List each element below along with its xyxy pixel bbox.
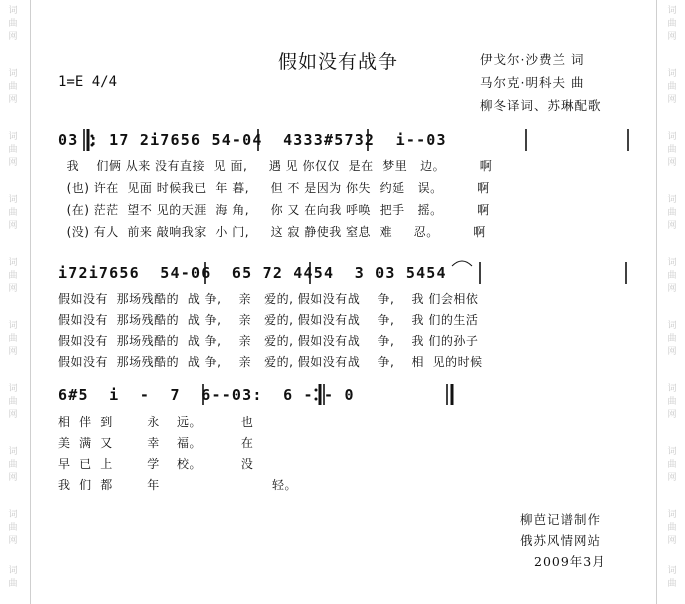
watermark-left-9: 词 曲 网: [8, 510, 18, 546]
staff-2-lyric-verse-2: 假如没有 那场残酷的 战 争, 亲 爱的, 假如没有战 争, 我 们的生活: [58, 313, 479, 327]
watermark-left-6: 词 曲 网: [8, 321, 18, 357]
staff-3-notes: 6#5 i - 7 6--03: 6 - - 0: [58, 386, 355, 404]
watermark-right-4: 词 曲 网: [667, 195, 677, 231]
watermark-left-4: 词 曲 网: [8, 195, 18, 231]
watermark-left-5: 词 曲 网: [8, 258, 18, 294]
watermark-right-2: 词 曲 网: [667, 69, 677, 105]
watermark-right-5: 词 曲 网: [667, 258, 677, 294]
watermark-right-10: 词 曲: [667, 566, 677, 589]
composer-credit: 马尔克·明科夫 曲: [480, 75, 585, 90]
staff-2-lyric-verse-4: 假如没有 那场残酷的 战 争, 亲 爱的, 假如没有战 争, 相 见的时候: [58, 355, 483, 369]
song-title: 假如没有战争: [278, 51, 399, 73]
watermark-right-9: 词 曲 网: [667, 510, 677, 546]
staff-1-lyric-verse-4: (没) 有人 前来 敲响我家 小 门, 这 寂 静使我 窒息 难 忍。 啊: [58, 225, 486, 239]
watermark-right-3: 词 曲 网: [667, 132, 677, 168]
watermark-right-1: 词 曲 网: [667, 6, 677, 42]
watermark-right-8: 词 曲 网: [667, 447, 677, 483]
staff-2-notes: i72i7656 54-06 65 72 4454 3 03 5454: [58, 264, 447, 282]
staff-2-lyric-verse-1: 假如没有 那场残酷的 战 争, 亲 爱的, 假如没有战 争, 我 们会相依: [58, 292, 479, 306]
staff-1-lyric-verse-3: (在) 茫茫 望不 见的天涯 海 角, 你 又 在向我 呼唤 把手 摇。 啊: [58, 203, 490, 217]
staff-3-lyric-verse-2: 美 满 又 幸 福。 在: [58, 436, 254, 450]
staff-3-lyric-verse-3: 早 已 上 学 校。 没: [58, 457, 254, 471]
watermark-left-10: 词 曲: [8, 566, 18, 589]
watermark-right-6: 词 曲 网: [667, 321, 677, 357]
staff-1-notes: 03 : 17 2i7656 54-04 4333#5732 i--03: [58, 131, 447, 149]
footer-date: 2009年3月: [534, 554, 606, 569]
watermark-right-7: 词 曲 网: [667, 384, 677, 420]
lyricist-credit: 伊戈尔·沙费兰 词: [480, 52, 585, 67]
staff-3-lyric-verse-4: 我 们 都 年 轻。: [58, 478, 297, 492]
staff-2-lyric-verse-3: 假如没有 那场残酷的 战 争, 亲 爱的, 假如没有战 争, 我 们的孙子: [58, 334, 479, 348]
watermark-left-7: 词 曲 网: [8, 384, 18, 420]
watermark-left-1: 词 曲 网: [8, 6, 18, 42]
staff-3-lyric-verse-1: 相 伴 到 永 远。 也: [58, 415, 254, 429]
watermark-left-2: 词 曲 网: [8, 69, 18, 105]
key-signature: 1=E 4/4: [58, 74, 118, 90]
footer-site: 俄苏风情网站: [520, 533, 602, 548]
translator-credit: 柳冬译词、苏琳配歌: [480, 98, 602, 113]
footer-maker: 柳芭记谱制作: [520, 512, 602, 527]
staff-1-lyric-verse-2: (也) 许在 见面 时候我已 年 暮, 但 不 是因为 你失 约延 误。 啊: [58, 181, 490, 195]
watermark-left-3: 词 曲 网: [8, 132, 18, 168]
watermark-left-8: 词 曲 网: [8, 447, 18, 483]
staff-1-lyric-verse-1: 我 们俩 从来 没有直接 见 面, 遇 见 你仅仅 是在 梦里 边。 啊: [58, 159, 493, 173]
